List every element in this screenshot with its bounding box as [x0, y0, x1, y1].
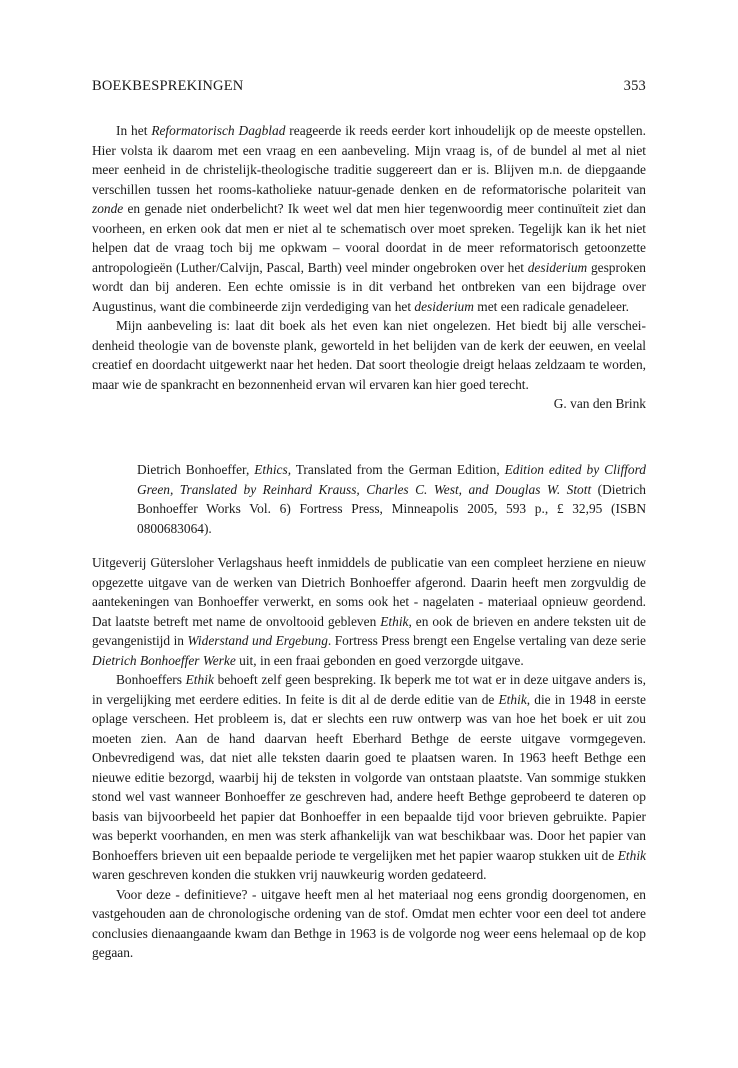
- text-run: (Dietrich Bonhoeffer Works Vol. 6) Fortress Press, Minneapolis 2005, 593 p., £ 32,95 (ISBN 0800683064).: [137, 481, 646, 536]
- page-number: 353: [623, 78, 646, 94]
- emphasis-text: zonde: [92, 201, 124, 216]
- review-continuation: [92, 121, 646, 414]
- section-title: BOEKBESPREKINGEN: [92, 78, 244, 94]
- running-header: [92, 78, 646, 98]
- book-title: Ethics,: [254, 462, 292, 477]
- text-run: Bonhoeffers: [116, 672, 186, 687]
- emphasis-text: Widerstand und Ergebung: [187, 633, 328, 648]
- body-paragraph-3: Voor deze - definitieve? - uitgave heeft men al het materiaal nog eens grondig doorgenomen, en vastgehouden aan de chronologische ordening van de stof. Omdat men echter voor een deel tot andere conclusies dienaangaande kwam dan Bethge in 1963 is de volgorde nog weer eens helemaal op de kop gegaan.: [92, 886, 646, 960]
- text-run: reageerde ik reeds eerder kort inhoudelijk op de meeste opstellen. Hier volsta ik daarom met een vraag en een aanbeveling. Mijn vraag is, of de bundel al met al niet meer eenheid in de christelijk-theologische traditie suggereert dan er is. Blijven m.n. de diepgaande verschillen tussen het rooms-katholieke natuur-genade denken en de reformatorische polariteit van: [92, 123, 646, 197]
- emphasis-text: Ethik: [185, 672, 214, 687]
- citation-text: [137, 460, 646, 538]
- emphasis-text: desiderium: [527, 259, 588, 275]
- emphasis-text: Dietrich Bonhoeffer Werke: [92, 652, 236, 668]
- text-run: waren geschreven konden die stukken vrij nauwkeurig worden gedateerd.: [92, 867, 487, 882]
- emphasis-text: Reformatorisch Dagblad: [151, 123, 286, 138]
- review-paragraph-1: [92, 121, 646, 316]
- body-paragraph-2: [92, 670, 646, 885]
- text-run: , die in 1948 in eerste oplage verscheen. Het probleem is, dat er slechts een ruw ontwerp was van hoe het boek er uit zou moeten zien. Aan de hand daarvan heeft Eberhard Bethge de eerste uitgave vormgegeven. Onbevredigend was, dat niet alle teksten daarin goed te plaatsen waren. In 1963 heeft Bethge een nieuwe editie bezorgd, waarbij hij de teksten in volgorde van ontstaan plaatste. Van sommige stukken stond wel vast wanneer Bonhoeffer ze geschreven had, andere heeft Bethge geprobeerd te dateren op basis van bijvoorbeeld het papier dat Bonhoeffer in een bepaalde tijd voor brieven gebruikte. Papier was beperkt voorhanden, en men was sterk afhankelijk van wat beschikbaar was. Door het papier van Bonhoeffers brieven uit een bepaalde periode te vergelijken met het papier waarop stukken uit de: [92, 691, 647, 863]
- text-run: en genade niet onderbelicht? Ik weet wel dat men hier tegenwoordig meer continuïteit ziet dan voorheen, en erken ook dat men er niet al te schematisch over moet spreken. Tegelijk kan ik het niet helpen dat de vraag toch bij me opkwam – vooral doordat in de meer reformatorisch getoonzette antropologieën (Luther/Calvijn, Pascal, Barth) veel minder ongebroken over het: [92, 201, 646, 275]
- text-run: met een radicale genadeleer.: [473, 298, 629, 314]
- review-body: [92, 553, 646, 963]
- text-run: Dietrich Bonhoeffer,: [137, 462, 255, 477]
- editors-translators: Edition edited by Clifford Green, Translated by Reinhard Krauss, Charles C. West, and Douglas W. Stott: [137, 462, 646, 497]
- text-run: , en ook de brieven en andere teksten uit de gevangenistijd in: [92, 613, 646, 648]
- review-paragraph-2: Mijn aanbeveling is: laat dit boek als het even kan niet ongelezen. Het biedt bij alle verscheidenheid theologie van de bovenste plank, geworteld in het belijden van de kerk der eeuwen, en veelal creatief en doordacht uitgewerkt naar het heden. Dat soort theologie dreigt helaas zeldzaam te worden, maar wie de spankracht en bezonnenheid ervan wil ervaren kan hier goed terecht.: [92, 318, 646, 392]
- emphasis-text: Ethik: [380, 613, 409, 629]
- body-paragraph-1: [92, 553, 646, 670]
- text-run: gesproken wordt dan bij anderen. Een echte omissie is in dit verband het ontbreken van een bijdrage over Augustinus, want die combineerde zijn verdediging van het: [92, 259, 646, 314]
- emphasis-text: Ethik: [617, 847, 646, 863]
- text-run: Uitgeverij Gütersloher Verlagshaus heeft inmiddels de publicatie van een compleet herziene en nieuw opgezette uitgave van de werken van Dietrich Bonhoeffer afgerond. Daarin heeft men zorgvuldig de aantekeningen van Bonhoeffer verwerkt, en soms ook het - nagelaten - materiaal opnieuw geordend. Dat laatste betreft met name de onvoltooid gebleven: [92, 555, 646, 629]
- emphasis-text: Ethik: [498, 691, 527, 707]
- reviewer-signature: G. van den Brink: [553, 396, 646, 411]
- text-run: Translated from the German Edition,: [291, 462, 505, 477]
- text-run: . Fortress Press brengt een Engelse vertaling van deze serie: [327, 633, 646, 648]
- text-run: In het: [116, 123, 152, 138]
- book-citation: [137, 460, 646, 538]
- text-run: behoeft zelf geen bespreking. Ik beperk me tot wat er in deze uitgave anders is, in vergelijking met eerdere edities. In feite is dit al de derde editie van de: [92, 672, 646, 707]
- emphasis-text: desiderium: [414, 298, 474, 314]
- text-run: uit, in een fraai gebonden en goed verzorgde uitgave.: [235, 652, 524, 668]
